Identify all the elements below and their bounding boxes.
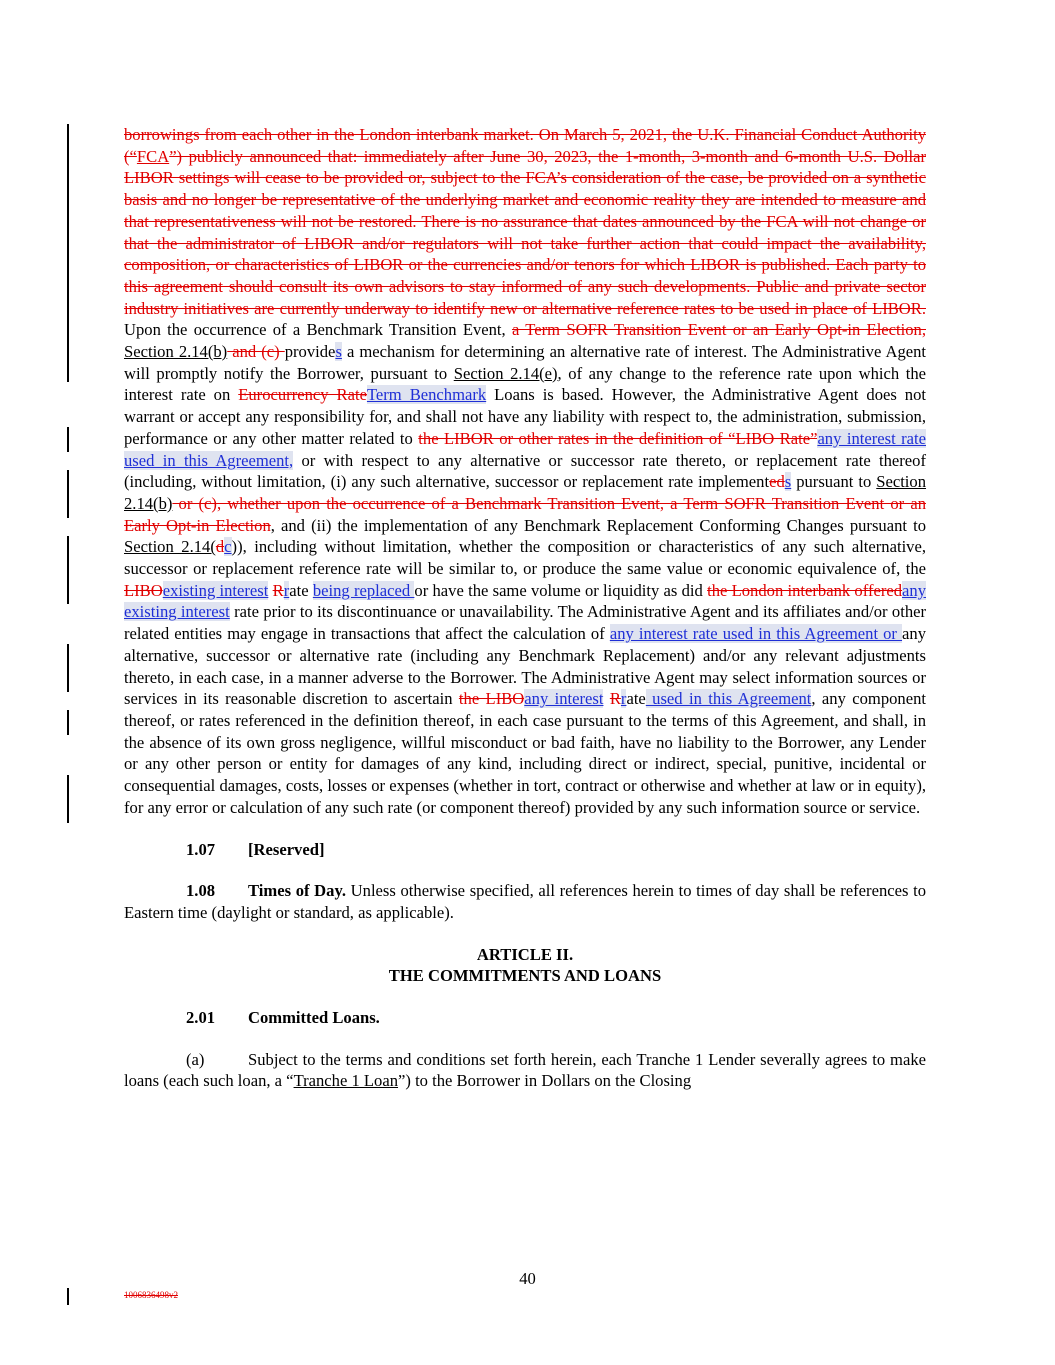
section-1-07-heading xyxy=(124,839,926,861)
section-reference: Section 2.14( xyxy=(124,537,216,557)
document-id: 1006836498v2 xyxy=(124,1290,178,1300)
body-text: , of any change to the reference rate upon which the interest rate on xyxy=(124,363,926,405)
article-heading xyxy=(124,944,926,987)
deleted-text: Eurocurrency Rate xyxy=(238,385,367,405)
body-text: pursuant to xyxy=(791,472,877,492)
body-text: any alternative, successor or alternative rate (including any Benchmark Replacement) and/or any relevant adjustments thereto, in each case, in a manner adverse to the Borrower. The Administrative Agent may select information sources or services in its reasonable discretion to ascertain xyxy=(124,624,926,709)
deleted-text: and (c) xyxy=(227,342,285,362)
inserted-text: any existing interest xyxy=(124,580,926,622)
body-text: ate xyxy=(289,580,313,600)
deleted-text: R xyxy=(609,689,621,709)
inserted-text: any interest xyxy=(524,689,604,709)
change-bar xyxy=(67,644,69,692)
body-text: Upon the occurrence of a Benchmark Transition Event, xyxy=(124,320,512,340)
change-bar xyxy=(67,427,69,452)
change-bar xyxy=(67,710,69,735)
deleted-text: the LIBOR or other rates in the definition of “LIBO Rate” xyxy=(418,428,818,448)
deleted-text: the LIBO xyxy=(458,689,525,709)
body-text: rate prior to its discontinuance or unavailability. The Administrative Agent and its affiliates and/or other related entities may engage in transactions that affect the calculation of xyxy=(124,602,927,644)
deleted-text: a Term SOFR Transition Event or an Early Opt-in Election, xyxy=(511,320,926,340)
change-bar xyxy=(67,1288,69,1305)
article-title: THE COMMITMENTS AND LOANS xyxy=(388,966,662,986)
change-bar xyxy=(67,536,69,604)
section-title: [Reserved] xyxy=(248,839,325,859)
deleted-text: ed xyxy=(769,472,785,492)
inserted-text: any interest rate used in this Agreement, xyxy=(124,428,926,470)
body-text: , and (ii) the implementation of any Benchmark Replacement Conforming Changes pursuant to xyxy=(270,515,926,535)
article-number: ARTICLE II. xyxy=(476,944,574,964)
document-body xyxy=(124,124,926,1092)
inserted-text: being replaced xyxy=(312,580,415,600)
inserted-text: r xyxy=(283,580,290,600)
inserted-text: existing interest xyxy=(162,580,269,600)
inserted-text: used in this Agreement xyxy=(645,689,812,709)
deleted-text: R xyxy=(272,580,284,600)
section-reference: Section 2.14(b) xyxy=(124,472,927,513)
inserted-text: s xyxy=(335,342,342,362)
body-text: Subject to the terms and conditions set forth herein, each Tranche 1 Lender severally agrees to make loans (each such loan, a “ xyxy=(124,1049,926,1091)
page-number: 40 xyxy=(519,1269,536,1288)
inserted-text: s xyxy=(784,472,792,492)
paragraph-a xyxy=(124,1049,926,1092)
inserted-text: Term Benchmark xyxy=(366,385,487,405)
change-bar xyxy=(67,124,69,382)
body-text: )), including without limitation, whether the composition or characteristics of any such alternative, successor or replacement reference rate will be similar to, or produce the same value or economic equivalence of, the xyxy=(124,537,926,579)
body-text: a mechanism for determining an alternative rate of interest. The Administrative Agent will promptly notify the Borrower, pursuant to xyxy=(124,342,927,383)
body-text: ”) to the Borrower in Dollars on the Closing xyxy=(398,1071,692,1091)
section-title: Times of Day. xyxy=(248,881,346,901)
paragraph-label: (a) xyxy=(186,1049,205,1069)
section-number: 1.08 xyxy=(186,881,216,901)
section-reference: Section 2.14(b) xyxy=(124,342,228,362)
change-bar xyxy=(67,775,69,823)
inserted-text: any interest rate used in this Agreement or xyxy=(609,624,903,644)
inserted-text: r xyxy=(620,689,627,709)
change-bar xyxy=(67,470,69,518)
deleted-text: or (c), whether upon the occurrence of a Benchmark Transition Event, a Term SOFR Transition Event or an Early Opt-in Election xyxy=(124,493,926,535)
section-2-01-heading xyxy=(124,1007,926,1029)
body-text: Loans is based. However, the Administrative Agent does not warrant or accept any responsibility for, and shall not have any liability with respect to, the administration, submission, performance or any other matter related to xyxy=(124,385,926,448)
deleted-text: d xyxy=(215,537,225,557)
inserted-text: c xyxy=(224,537,232,557)
deleted-text: ”) publicly announced that: immediately after June 30, 2023, the 1-month, 3-month and 6-month U.S. Dollar LIBOR settings will cease to be provided or, subject to the FCA’s consideration of the case, be provided on a synthetic basis and no longer be representative of the underlying market and economic reality they are intended to measure and that representativeness will not be restored. There is no assurance that dates announced by the FCA will not change or that the administrator of LIBOR and/or regulators will not take further action that could impact the availability, composition, or characteristics of LIBOR or the currencies and/or tenors for which LIBOR is published. Each party to this agreement should consult its own advisors to stay informed of any such developments. Public and private sector industry initiatives are currently underway to identify new or alternative reference rates to be used in place of LIBOR. xyxy=(124,146,926,318)
section-1-08 xyxy=(124,880,926,923)
body-text: provide xyxy=(284,342,336,362)
body-text: Unless otherwise specified, all references herein to times of day shall be references to Eastern time (daylight or standard, as applicable). xyxy=(124,881,926,922)
body-text: , any component thereof, or rates referenced in the definition thereof, in each case pursuant to the terms of this Agreement, and shall, in the absence of its own gross negligence, willful misconduct or bad faith, have no liability to the Borrower, any Lender or any other person or entity for damages of any kind, including direct or indirect, special, punitive, incidental or consequential damages, costs, losses or expenses (whether in tort, contract or otherwise and whether at law or in equity), for any error or calculation of any such rate (or component thereof) provided by any such information source or service. xyxy=(124,689,926,817)
section-number: 2.01 xyxy=(186,1008,216,1028)
section-number: 1.07 xyxy=(186,839,216,859)
body-text: or have the same volume or liquidity as did xyxy=(414,580,708,600)
deleted-text: the London interbank offered xyxy=(707,580,903,600)
body-text: or with respect to any alternative or successor rate thereto, or replacement rate thereof (including, without limitation, (i) any such alternative, successor or replacement rate implement xyxy=(124,450,926,492)
deleted-text: borrowings from each other in the London interbank market. On March 5, 2021, the U.K. Financial Conduct Authority (“ xyxy=(124,125,926,166)
body-text: ate xyxy=(626,689,646,709)
section-title: Committed Loans. xyxy=(248,1008,380,1028)
libor-paragraph xyxy=(124,124,926,819)
deleted-text: FCA xyxy=(136,146,170,166)
defined-term: Tranche 1 Loan xyxy=(293,1071,399,1091)
deleted-text: LIBO xyxy=(124,580,163,600)
section-reference: Section 2.14(e) xyxy=(453,363,558,383)
